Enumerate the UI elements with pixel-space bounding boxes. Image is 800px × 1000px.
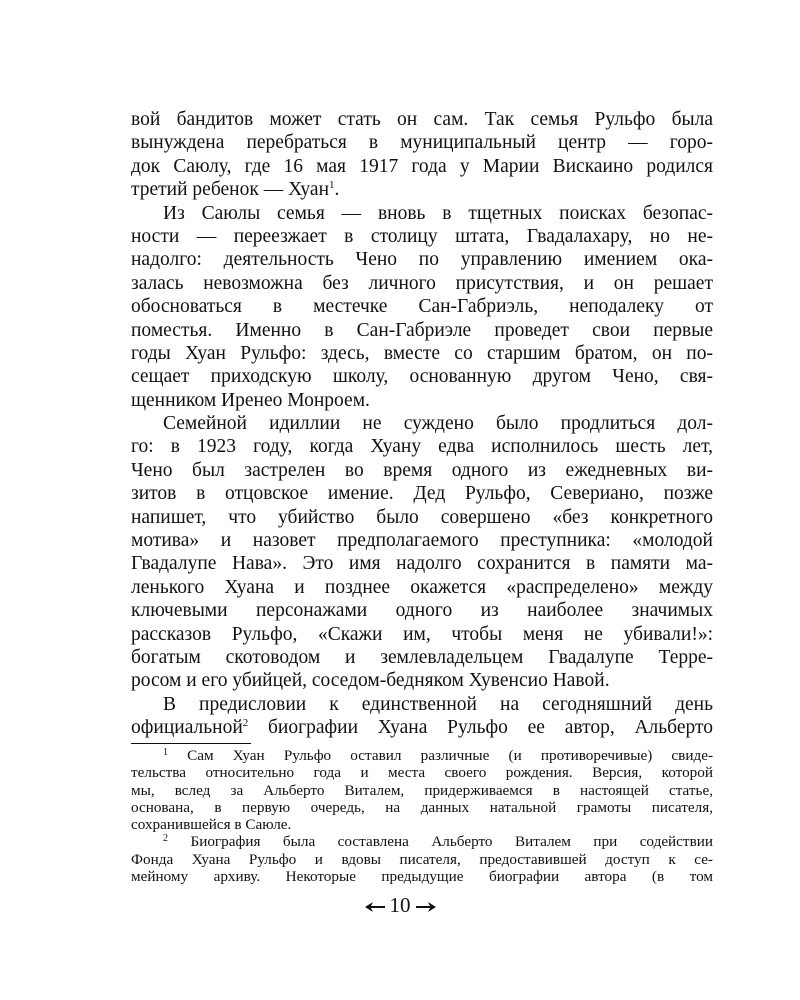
footnote-ref-1[interactable]: 1 <box>329 179 335 192</box>
text-line: рассказов Рульфо, «Скажи им, чтобы меня не убивали!»: <box>131 623 713 645</box>
text-line: ности — переезжает в столицу штата, Гвадалахару, но не- <box>131 225 713 247</box>
text-line: напишет, что убийство было совершено «без конкретного <box>131 506 713 528</box>
text-line: залась невозможна без личного присутствия, и он решает <box>131 272 713 294</box>
text-fragment: . <box>334 179 340 201</box>
page-folio <box>0 892 800 920</box>
text-line: го: в 1923 году, когда Хуану едва исполнилось шесть лет, <box>131 436 713 458</box>
footnote-line <box>131 833 713 850</box>
text-line: годы Хуан Рульфо: здесь, вместе со старшим братом, он по- <box>131 342 713 364</box>
left-ornament-icon <box>364 894 386 920</box>
footnote-line: мейному архиву. Некоторые предыдущие биографии автора (в том <box>131 868 713 886</box>
footnote-line: сохранившейся в Саюле. <box>131 816 292 834</box>
text-line: ленького Хуана и позднее окажется «распределено» между <box>131 576 713 598</box>
text-line: вынуждена перебраться в муниципальный центр — горо- <box>131 132 713 154</box>
footnote-line: основана, в первую очередь, на данных натальной грамоты писателя, <box>131 798 713 816</box>
text-line: богатым скотоводом и землевладельцем Гвадалупе Терре- <box>131 646 713 668</box>
footnote-line: тельства относительно года и места своего рождения. Версия, которой <box>131 764 713 782</box>
text-fragment: биографии Хуана Рульфо ее автор, Альберто <box>248 717 713 739</box>
footnote-line <box>131 747 713 764</box>
text-line <box>131 178 713 201</box>
text-line: док Саюлу, где 16 мая 1917 года у Марии Вискаино родился <box>131 155 713 177</box>
text-line: Семейной идиллии не суждено было продлиться дол- <box>163 413 713 435</box>
text-line: В предисловии к единственной на сегодняшний день <box>163 693 713 715</box>
footnote-mark-2: 2 <box>163 833 168 845</box>
text-line <box>131 716 713 739</box>
footnotes <box>131 747 713 885</box>
text-line: сещает приходскую школу, основанную другом Чено, свя- <box>131 366 713 388</box>
page-number: 10 <box>389 893 411 917</box>
right-ornament-icon <box>415 894 437 920</box>
text-line: обосноваться в местечке Сан-Габриэль, неподалеку от <box>131 296 713 318</box>
text-line: Гвадалупе Нава». Это имя надолго сохранится в памяти ма- <box>131 553 713 575</box>
text-fragment: официальной <box>131 717 243 739</box>
text-line: ключевыми персонажами одного из наиболее значимых <box>131 600 713 622</box>
text-line: щенником Иренео Монроем. <box>131 389 370 411</box>
footnote-mark-1: 1 <box>163 747 168 758</box>
footnote-ref-2[interactable]: 2 <box>242 717 249 730</box>
text-line: мотива» и назовет предполагаемого преступника: «молодой <box>131 530 713 552</box>
text-fragment: Сам Хуан Рульфо оставил различные (и противоречивые) свиде- <box>168 747 713 764</box>
text-fragment: Биография была составлена Альберто Виталем при содействии <box>168 833 713 851</box>
text-line: росом и его убийцей, соседом-бедняком Хувенсио Навой. <box>131 670 610 692</box>
text-line: Из Саюлы семья — вновь в тщетных поисках безопас- <box>163 202 713 224</box>
footnote-line: Фонда Хуана Рульфо и вдовы писателя, предоставившей доступ к се- <box>131 850 713 868</box>
text-line: зитов в отцовское имение. Дед Рульфо, Севериано, позже <box>131 483 713 505</box>
text-line: поместья. Именно в Сан-Габриэле проведет свои первые <box>131 319 713 341</box>
text-line: надолго: деятельность Чено по управлению имением ока- <box>131 249 713 271</box>
footnote-line: мы, вслед за Альберто Виталем, придерживаемся в настоящей статье, <box>131 781 713 799</box>
text-fragment: третий ребенок — Хуан <box>131 179 330 201</box>
footnote-separator <box>131 743 251 744</box>
main-text <box>131 108 713 740</box>
text-line: Чено был застрелен во время одного из ежедневных ви- <box>131 459 713 481</box>
text-line: вой бандитов может стать он сам. Так семья Рульфо была <box>131 109 713 130</box>
